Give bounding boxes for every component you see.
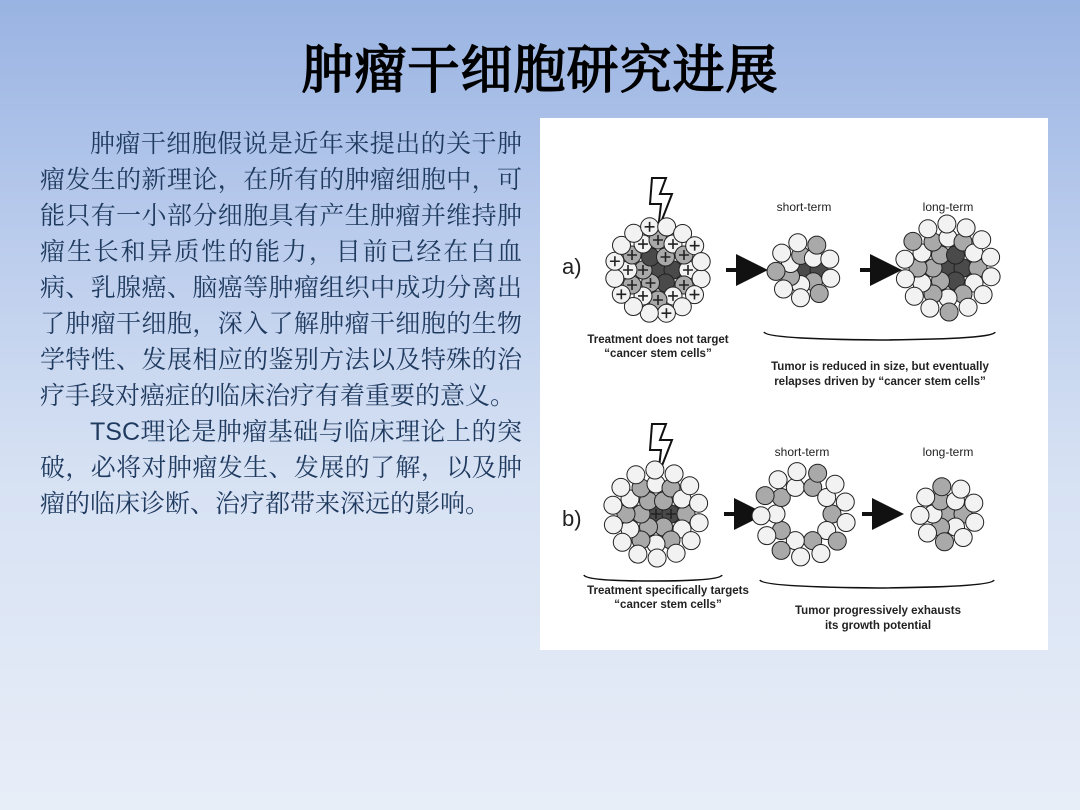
tumor-cell [905, 287, 923, 305]
panel-b-long-term-label: long-term [922, 445, 974, 459]
tumor-cell [692, 253, 710, 271]
panel-b-short-term-tumor [752, 463, 855, 566]
tumor-cell [648, 549, 666, 567]
tumor-cell [690, 514, 708, 532]
tumor-cell [982, 268, 1000, 286]
tumor-cell [627, 466, 645, 484]
tumor-cell [673, 298, 691, 316]
tumor-cell [658, 218, 676, 236]
panel-b-brace [584, 575, 722, 581]
tumor-cell [965, 494, 983, 512]
tumor-cell [812, 545, 830, 563]
tumor-cell [957, 219, 975, 237]
tumor-cell [940, 303, 958, 321]
tumor-cell [837, 514, 855, 532]
panel-a-outcome-caption-line2: relapses driven by “cancer stem cells” [774, 376, 986, 388]
tumor-cell [954, 529, 972, 547]
figure-svg [540, 118, 1048, 650]
tumor-cell [959, 298, 977, 316]
tumor-cell [682, 532, 700, 550]
tumor-cell [767, 262, 785, 280]
body-text [40, 126, 522, 522]
tumor-cell [917, 488, 935, 506]
tumor-cell [973, 231, 991, 249]
tumor-cell [896, 250, 914, 268]
tumor-cell [938, 215, 956, 233]
tumor-cell [772, 541, 790, 559]
tumor-cell [933, 478, 951, 496]
paragraph-1: 肿瘤干细胞假说是近年来提出的关于肿瘤发生的新理论，在所有的肿瘤细胞中，可能只有一小部分细胞具有产生肿瘤并维持肿瘤生长和异质性的能力，目前已经在白血病、乳腺癌、脑癌等肿瘤组织中成功分离出了肿瘤干细胞，深入了解肿瘤干细胞的生物学特性、发展相应的鉴别方法以及特殊的治疗手段对癌症的临床治疗有着重要的意义。 [40, 129, 522, 410]
tumor-cell [775, 280, 793, 298]
tumor-cell [896, 270, 914, 288]
tumor-cell [773, 244, 791, 262]
tumor-cell [629, 545, 647, 563]
tumor-cell [836, 493, 854, 511]
panel-a-outcome-caption-line1: Tumor is reduced in size, but eventually [771, 361, 989, 373]
tumor-cell [810, 285, 828, 303]
tumor-cell [826, 475, 844, 493]
panel-a-short-term-label: short-term [776, 200, 832, 214]
tumor-cell [604, 496, 622, 514]
tumor-cell [606, 269, 624, 287]
tumor-cell [974, 286, 992, 304]
tumor-cell [792, 289, 810, 307]
tumor-cell [828, 532, 846, 550]
tumor-cell [952, 480, 970, 498]
tumor-cell [752, 507, 770, 525]
panel-b-brace-right [760, 580, 994, 588]
paragraph-2-prefix-latin: TSC [90, 418, 140, 446]
panel-a-brace [764, 332, 995, 340]
panel-a-short-term-tumor [767, 234, 840, 307]
tumor-cell [808, 236, 826, 254]
tumor-cell [904, 232, 922, 250]
tumor-cell [921, 299, 939, 317]
tumor-cell [936, 533, 954, 551]
panel-b-long-term-tumor [911, 478, 984, 551]
panel-b-outcome-caption-line2: its growth potential [824, 620, 932, 632]
tumor-cell [625, 224, 643, 242]
tumor-cell [690, 494, 708, 512]
tumor-cell [613, 533, 631, 551]
panel-a-initial-tumor [606, 218, 710, 322]
panel-b-initial-tumor [604, 461, 708, 567]
tumor-cell [646, 461, 664, 479]
tumor-cell [966, 513, 984, 531]
tumor-cell [809, 464, 827, 482]
panel-b-outcome-caption-line1: Tumor progressively exhausts [795, 605, 961, 617]
tumor-cell [822, 269, 840, 287]
tumor-cell [788, 463, 806, 481]
panel-a-long-term-label: long-term [922, 200, 974, 214]
panel-a-long-term-tumor [896, 215, 1000, 321]
tumor-cell [919, 524, 937, 542]
tumor-cell [604, 516, 622, 534]
tumor-cell [692, 270, 710, 288]
panel-b-short-term-label: short-term [774, 445, 830, 459]
paragraph-2-rest: 上的突破，必将对肿瘤发生、发展的了解，以及肿瘤的临床诊断、治疗都带来深远的影响。 [40, 417, 522, 518]
paragraph-2-prefix-cjk: 理论是肿瘤基础与临床理论 [140, 417, 447, 446]
tumor-cell [911, 506, 929, 524]
tumor-cell [681, 477, 699, 495]
panel-b-treatment-caption-line1: Treatment specifically targets [587, 585, 749, 597]
panel-b-label: b) [562, 506, 582, 531]
tumor-cell [786, 478, 804, 496]
tumor-cell [756, 487, 774, 505]
tumor-cell [789, 234, 807, 252]
cancer-stem-cell-figure [540, 118, 1048, 650]
panel-a-label: a) [562, 254, 582, 279]
paragraph-2 [40, 414, 522, 522]
tumor-cell [665, 465, 683, 483]
tumor-cell [667, 544, 685, 562]
tumor-cell [612, 478, 630, 496]
slide-title: 肿瘤干细胞研究进展 [301, 41, 779, 101]
tumor-cell [821, 250, 839, 268]
panel-b-treatment-caption-line2: “cancer stem cells” [614, 599, 722, 611]
panel-a-treatment-caption-line2: “cancer stem cells” [604, 348, 712, 360]
tumor-cell [792, 548, 810, 566]
tumor-cell [640, 304, 658, 322]
tumor-cell [919, 220, 937, 238]
tumor-cell [758, 527, 776, 545]
tumor-cell [769, 471, 787, 489]
panel-a-treatment-caption-line1: Treatment does not target [587, 334, 729, 346]
tumor-cell [982, 248, 1000, 266]
